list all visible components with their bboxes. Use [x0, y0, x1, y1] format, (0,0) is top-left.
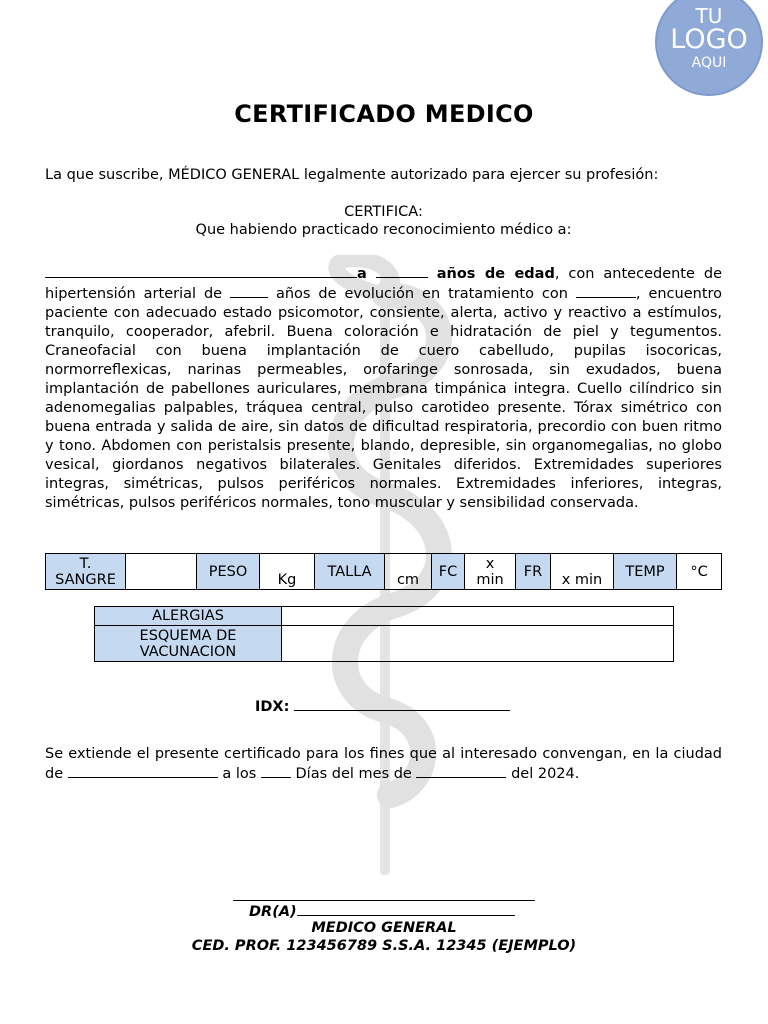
weight-label: PESO [197, 554, 260, 590]
blood-type-label-line2: SANGRE [55, 571, 116, 588]
vitals-table [45, 553, 722, 590]
closing-text-1: Se extiende el presente certificado para los fines que al interesado convengan, en la ciudad de [45, 746, 722, 782]
allergies-vaccination-table [94, 606, 674, 662]
exam-body-paragraph [45, 264, 722, 513]
resp-rate-label: FR [516, 554, 551, 590]
resp-rate-unit: x min [561, 572, 603, 588]
habiendo-line: Que habiendo practicado reconocimiento médico a: [195, 222, 572, 238]
doctor-name-blank[interactable] [297, 902, 515, 916]
after-age-text: , con antecedente de hipertensión arterial de [45, 266, 723, 302]
height-label: TALLA [315, 554, 385, 590]
month-blank[interactable] [416, 764, 506, 778]
doctor-name-line [249, 902, 549, 920]
city-blank[interactable] [68, 764, 218, 778]
logo-line-3: AQUI [691, 55, 727, 71]
allergies-label: ALERGIAS [95, 607, 282, 626]
diagnosis-line [255, 697, 510, 715]
doctor-role: MEDICO GENERAL [311, 920, 457, 936]
heart-rate-label: FC [432, 554, 465, 590]
document-title: CERTIFICADO MEDICO [234, 100, 534, 128]
vaccination-label-line2: VACUNACION [139, 643, 237, 660]
age-blank[interactable] [376, 264, 428, 278]
hypertension-years-blank[interactable] [230, 284, 268, 298]
logo-line-2: LOGO [670, 24, 748, 55]
age-label: años de edad [436, 266, 555, 282]
exam-findings-text: , encuentro paciente con adecuado estado psicomotor, consiente, alerta, activo y reactivo a estímulos, tranquilo, cooperador, afebril. Buena coloración e hidratación de piel y tegumentos. Craneofacial con buena implantación de cuero cabelludo, pupilas isocoricas, normorreflexicas, narinas permeables, orofaringe sonrosada, sin exudados, buena implantación de pabellones auriculares, membrana timpánica integra. Cuello cilíndrico sin adenomegalias palpables, tráquea central, pulso carotideo presente. Tórax simétrico con buena entrada y salida de aire, sin datos de dificultad respiratoria, precordio con buen ritmo y tono. Abdomen con peristalsis presente, blando, depresible, sin organomegalias, no globo vesical, giordanos negativos bilaterales. Genitales diferidos. Extremidades superiores integras, simétricas, pulsos periféricos normales. Extremidades inferiores, integras, simétricas, pulsos periféricos normales, tono muscular y sensibilidad conservada. [45, 286, 723, 511]
heart-rate-unit-line1: x [485, 555, 495, 572]
professional-id: CED. PROF. 123456789 S.S.A. 12345 (EJEMPLO) [191, 938, 577, 954]
resp-rate-cell[interactable] [551, 554, 614, 590]
vaccination-cell[interactable] [282, 626, 674, 662]
closing-text-2: a los [222, 766, 257, 782]
closing-paragraph [45, 745, 722, 784]
doctor-prefix: DR(A) [249, 904, 297, 920]
age-a-word: a [357, 266, 367, 282]
heart-rate-cell[interactable] [465, 554, 516, 590]
diagnosis-blank[interactable] [294, 697, 510, 711]
closing-text-3: Días del mes de [295, 766, 412, 782]
treatment-blank[interactable] [576, 284, 636, 298]
idx-label: IDX: [255, 699, 290, 715]
blood-type-label-line1: T. [79, 555, 92, 572]
weight-unit: Kg [277, 572, 297, 588]
height-cell[interactable] [385, 554, 432, 590]
intro-paragraph: La que suscribe, MÉDICO GENERAL legalmente autorizado para ejercer su profesión: [45, 167, 659, 183]
vaccination-label-line1: ESQUEMA DE [139, 627, 237, 644]
closing-text-4: del 2024. [511, 766, 580, 782]
logo-line-1: TU [695, 4, 723, 28]
signature-line[interactable] [233, 900, 535, 901]
patient-name-blank[interactable] [45, 264, 357, 278]
weight-cell[interactable] [260, 554, 315, 590]
vaccination-label [95, 626, 282, 662]
day-blank[interactable] [261, 764, 291, 778]
temperature-unit: °C [690, 563, 708, 580]
blood-type-label [46, 554, 126, 590]
certifica-heading: CERTIFICA: [344, 204, 423, 220]
temperature-cell[interactable] [677, 554, 722, 590]
blood-type-cell[interactable] [126, 554, 197, 590]
years-evolution-text: años de evolución en tratamiento con [275, 286, 568, 302]
temperature-label: TEMP [614, 554, 677, 590]
heart-rate-unit-line2: min [476, 571, 504, 588]
allergies-cell[interactable] [282, 607, 674, 626]
company-logo [655, 0, 763, 96]
height-unit: cm [396, 572, 420, 588]
